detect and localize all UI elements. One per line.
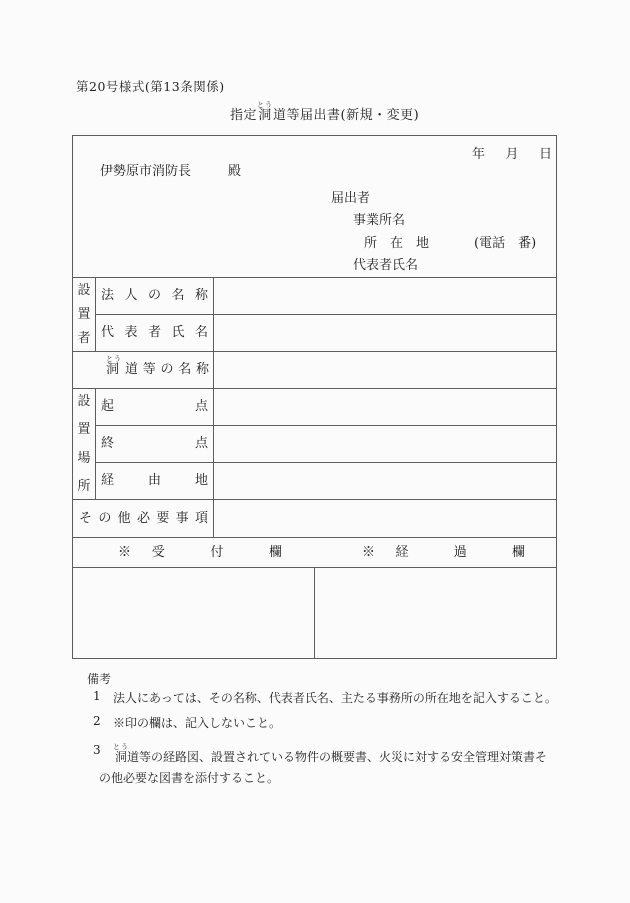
representative-name-label: 代 表 者 氏 名 [101, 325, 208, 340]
corporate-name-label: 法 人 の 名 称 [101, 288, 208, 303]
notes-heading: 備考 [87, 672, 112, 686]
start-point-value-cell [214, 389, 556, 425]
address-label: 所 在 地 [364, 236, 430, 251]
note3-ruby-base: 洞 [113, 750, 129, 764]
note3-text-line1 [113, 743, 547, 764]
date-line [472, 143, 552, 162]
form-box [72, 135, 557, 659]
other-items-label: そ の 他 必 要 事 項 [79, 511, 208, 526]
form-number-heading: 第20号様式(第13条関係) [76, 79, 225, 94]
progress-box [315, 568, 556, 658]
note3-number: 3 [93, 743, 101, 757]
representative-name-value-cell [214, 315, 556, 351]
reception-column-header: ※受 付 欄 [118, 545, 282, 560]
tunnel-name-ruby-base: 洞 [106, 362, 122, 377]
note2-text: ※印の欄は、記入しないこと。 [113, 716, 282, 730]
tunnel-name-label [73, 352, 213, 388]
date-day-label: 日 [538, 147, 552, 162]
note1-number: 1 [93, 689, 101, 703]
phone-label: (電話 番) [474, 236, 537, 251]
note3-line1-text: 道等の経路図、設置されている物件の概要書、火災に対する安全管理対策書そ [127, 750, 548, 764]
via-point-label: 経 由 地 [101, 473, 208, 488]
title-prefix: 指定 [230, 108, 258, 123]
tunnel-name-furigana: とう [106, 355, 122, 363]
date-year-label: 年 [472, 147, 486, 162]
document-title [230, 95, 419, 123]
end-point-value-cell [214, 426, 556, 462]
other-items-value-cell [214, 500, 556, 537]
corporate-name-value-cell [214, 278, 556, 314]
location-group-label: 設 置 場 所 [77, 394, 91, 494]
note1-text: 法人にあっては、その名称、代表者氏名、主たる事務所の所在地を記入すること。 [113, 691, 557, 705]
date-month-label: 月 [505, 147, 519, 162]
note2-number: 2 [93, 714, 101, 728]
honorific: 殿 [228, 164, 242, 179]
note3-ruby [113, 743, 129, 764]
tunnel-name-value-cell [214, 352, 556, 388]
installer-group-label: 設 置 者 [77, 283, 91, 346]
reception-box [73, 568, 314, 658]
notifier-label: 届出者 [331, 191, 371, 206]
tunnel-name-suffix: 道 等 の 名 称 [120, 362, 209, 377]
title-furigana: とう [257, 101, 274, 109]
business-name-label: 事業所名 [353, 213, 406, 228]
via-point-value-cell [214, 463, 556, 499]
note3-text-line2: の他必要な図書を添付すること。 [99, 771, 280, 785]
title-suffix: 道等届出書(新規・変更) [273, 108, 420, 123]
title-ruby [257, 101, 273, 123]
progress-column-header: ※経 過 欄 [362, 545, 525, 560]
title-ruby-base: 洞 [257, 108, 273, 123]
start-point-label: 起 点 [101, 399, 208, 414]
addressee: 伊勢原市消防長 [100, 164, 192, 179]
tunnel-name-ruby [106, 355, 122, 377]
end-point-label: 終 点 [101, 436, 208, 451]
representative-label: 代表者氏名 [353, 258, 419, 273]
note3-furigana: とう [113, 743, 129, 751]
